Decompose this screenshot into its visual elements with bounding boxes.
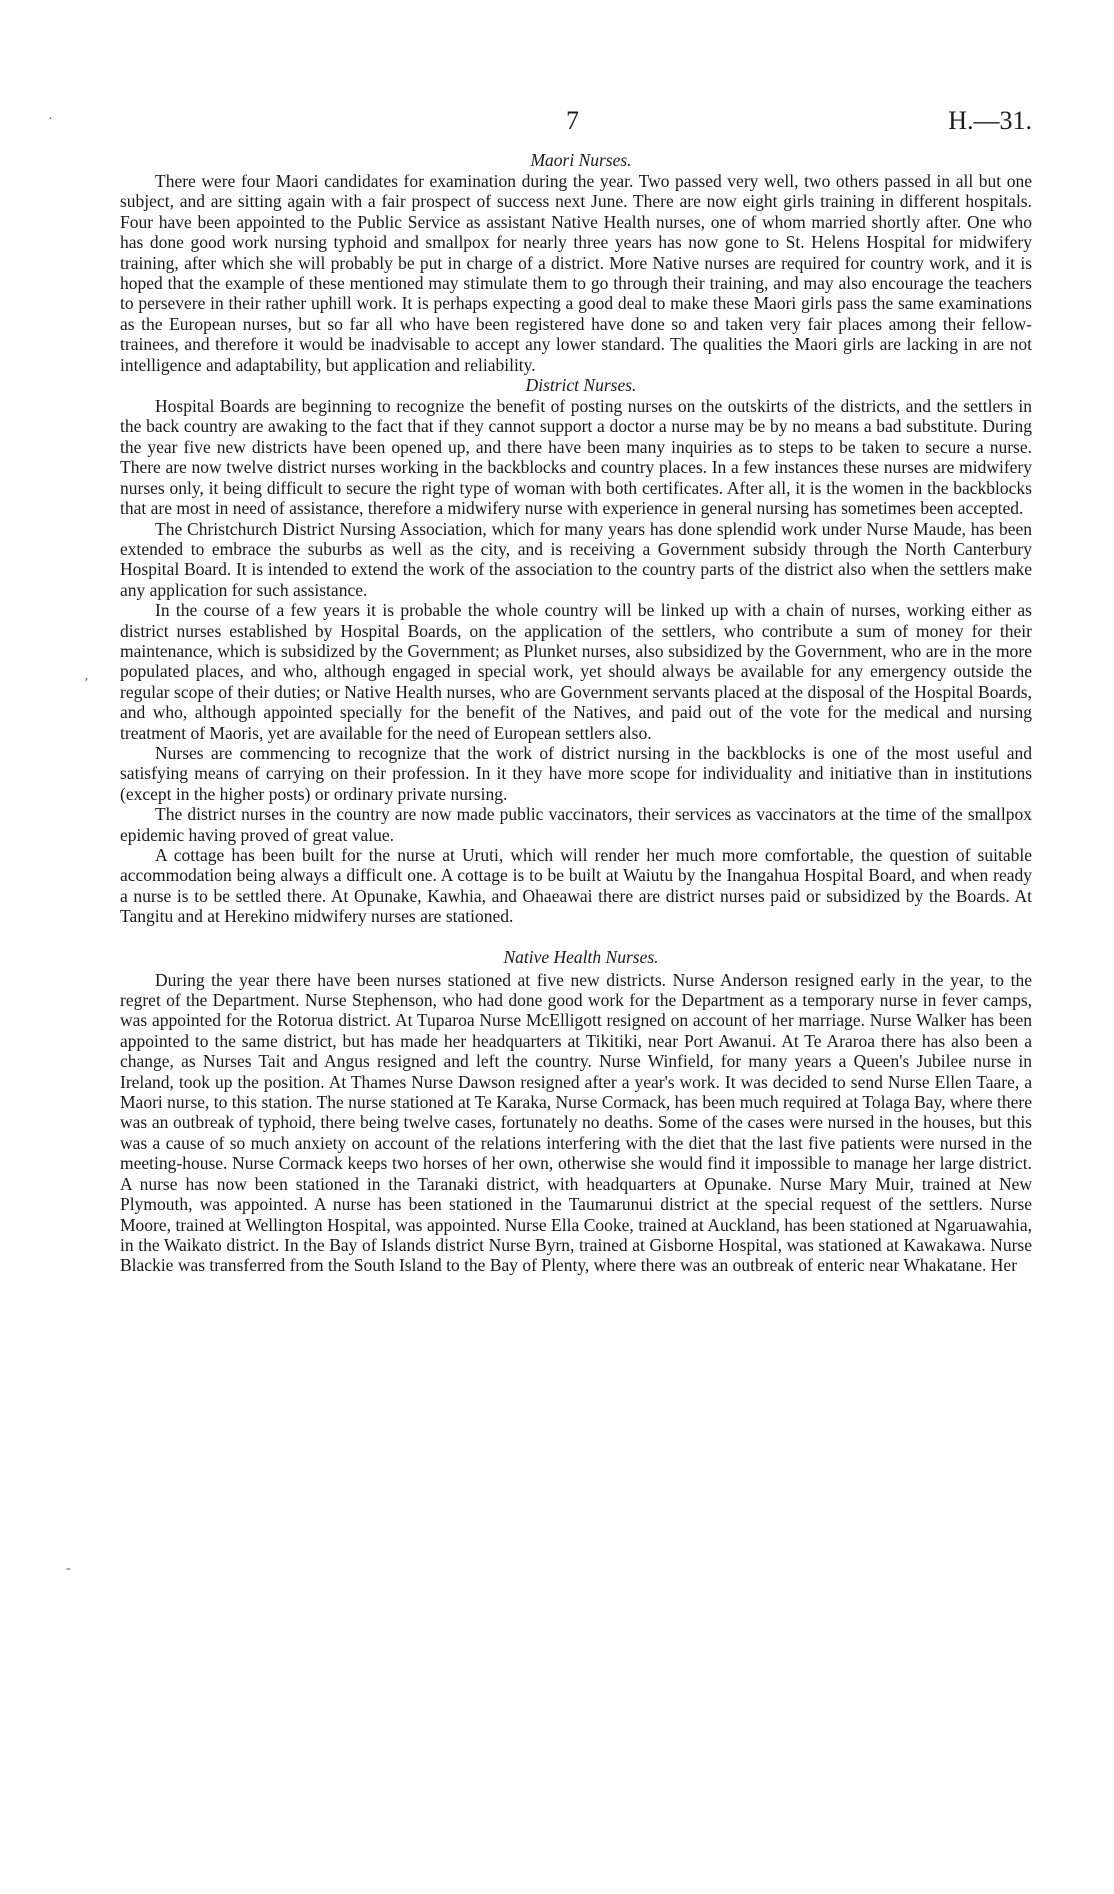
paragraph: There were four Maori candidates for examination during the year. Two passed very well, two others passed in all but one subject, and are sitting again with a fair prospect of success next June. There are now eight girls training in different hospitals. Four have been appointed to the Public Service as assistant Native Health nurses, one of whom married shortly after. One who has done good work nursing typhoid and smallpox for nearly three years has now gone to St. Helens Hospital for midwifery training, after which she will probably be put in charge of a district. More Native nurses are required for country work, and it is hoped that the example of these mentioned may stimulate them to go through their training, and may also encourage the teachers to persevere in their rather uphill work. It is perhaps expecting a good deal to make these Maori girls pass the same examinations as the European nurses, but so far all who have been registered have done so and taken very fair places among their fellow-trainees, and therefore it would be inadvisable to accept any lower standard. The qualities the Maori girls are lacking in are not intelligence and adaptability, but application and reliability. <box>120 171 1032 375</box>
paragraph: Nurses are commencing to recognize that the work of district nursing in the backblocks is one of the most useful and satisfying means of carrying on their profession. In it they have more scope for individuality and initiative than in institutions (except in the higher posts) or ordinary private nursing. <box>120 742 1032 804</box>
paragraph: A cottage has been built for the nurse at Uruti, which will render her much more comfortable, the question of suitable accommodation being always a difficult one. A cottage is to be built at Waiutu by the Inangahua Hospital Board, and when ready a nurse is to be settled there. At Opunake, Kawhia, and Ohaeawai there are district nurses paid or subsidized by the Boards. At Tangitu and at Herekino midwifery nurses are stationed. <box>120 845 1032 927</box>
paragraph: In the course of a few years it is probable the whole country will be linked up with a chain of nurses, working either as district nurses established by Hospital Boards, on the application of the settlers, who contribute a sum of money for their maintenance, which is subsidized by the Government; as Plunket nurses, also subsidized by the Government, who are in the more populated places, and who, although engaged in special work, yet should always be available for any emergency outside the regular scope of their duties; or Native Health nurses, who are Government servants placed at the disposal of the Hospital Boards, and who, although appointed specially for the benefit of the Natives, and paid out of the vote for the medical and nursing treatment of Maoris, yet are available for the need of European settlers also. <box>120 600 1032 743</box>
section-district-nurses <box>120 375 1032 927</box>
scan-mark: · <box>48 112 53 127</box>
paragraph: During the year there have been nurses stationed at five new districts. Nurse Anderson resigned early in the year, to the regret of the Department. Nurse Stephenson, who had done good work for the Department as a temporary nurse in fever camps, was appointed for the Rotorua district. At Tuparoa Nurse McElligott resigned on account of her marriage. Nurse Walker has been appointed to the same district, but has made her headquarters at Tikitiki, near Port Awanui. At Te Araroa there has also been a change, as Nurses Tait and Angus resigned and left the country. Nurse Winfield, for many years a Queen's Jubilee nurse in Ireland, took up the position. At Thames Nurse Dawson resigned after a year's work. It was decided to send Nurse Ellen Taare, a Maori nurse, to this station. The nurse stationed at Te Karaka, Nurse Cormack, has been much required at Tolaga Bay, where there was an outbreak of typhoid, there being twelve cases, fortunately no deaths. Some of the cases were nursed in the houses, but this was a cause of so much anxiety on account of the relations interfering with the diet that the last five patients were nursed in the meeting-house. Nurse Cormack keeps two horses of her own, otherwise she would find it impossible to manage her large district. A nurse has now been stationed in the Taranaki district, with headquarters at Opunake. Nurse Mary Muir, trained at New Plymouth, was appointed. A nurse has been stationed in the Taumarunui district at the special request of the settlers. Nurse Moore, trained at Wellington Hospital, was appointed. Nurse Ella Cooke, trained at Auckland, has been stationed at Ngaruawahia, in the Waikato district. In the Bay of Islands district Nurse Byrn, trained at Gisborne Hospital, was stationed at Kawakawa. Nurse Blackie was transferred from the South Island to the Bay of Plenty, where there was an outbreak of enteric near Whakatane. Her <box>120 969 1032 1276</box>
section-heading: Native Health Nurses. <box>503 946 659 967</box>
paragraph: The district nurses in the country are now made public vaccinators, their services as vaccinators at the time of the smallpox epidemic having proved of great value. <box>120 804 1032 845</box>
page-number: 7 <box>566 106 579 135</box>
section-heading: District Nurses. <box>525 375 637 396</box>
document-reference: H.—31. <box>948 106 1032 135</box>
section-heading: Maori Nurses. <box>530 150 632 170</box>
paragraph: Hospital Boards are beginning to recognize the benefit of posting nurses on the outskirts of the districts, and the settlers in the back country are awaking to the fact that if they cannot support a doctor a nurse may be by no means a bad substitute. During the year five new districts have been opened up, and there have been many inquiries as to steps to be taken to secure a nurse. There are now twelve district nurses working in the backblocks and country places. In a few instances these nurses are midwifery nurses only, it being difficult to secure the right type of woman with both certificates. After all, it is the women in the backblocks that are most in need of assistance, therefore a midwifery nurse with experience in general nursing has sometimes been accepted. <box>120 396 1032 519</box>
section-native-health-nurses <box>120 947 1032 1276</box>
scan-mark: ʼ <box>84 676 89 691</box>
section-maori-nurses <box>120 150 1032 375</box>
paragraph: The Christchurch District Nursing Association, which for many years has done splendid work under Nurse Maude, has been extended to embrace the suburbs as well as the city, and is receiving a Government subsidy through the North Canterbury Hospital Board. It is intended to extend the work of the association to the country parts of the district also when the settlers make any application for such assistance. <box>120 518 1032 600</box>
scan-mark: - <box>66 1561 71 1576</box>
body-text <box>120 150 1032 1276</box>
